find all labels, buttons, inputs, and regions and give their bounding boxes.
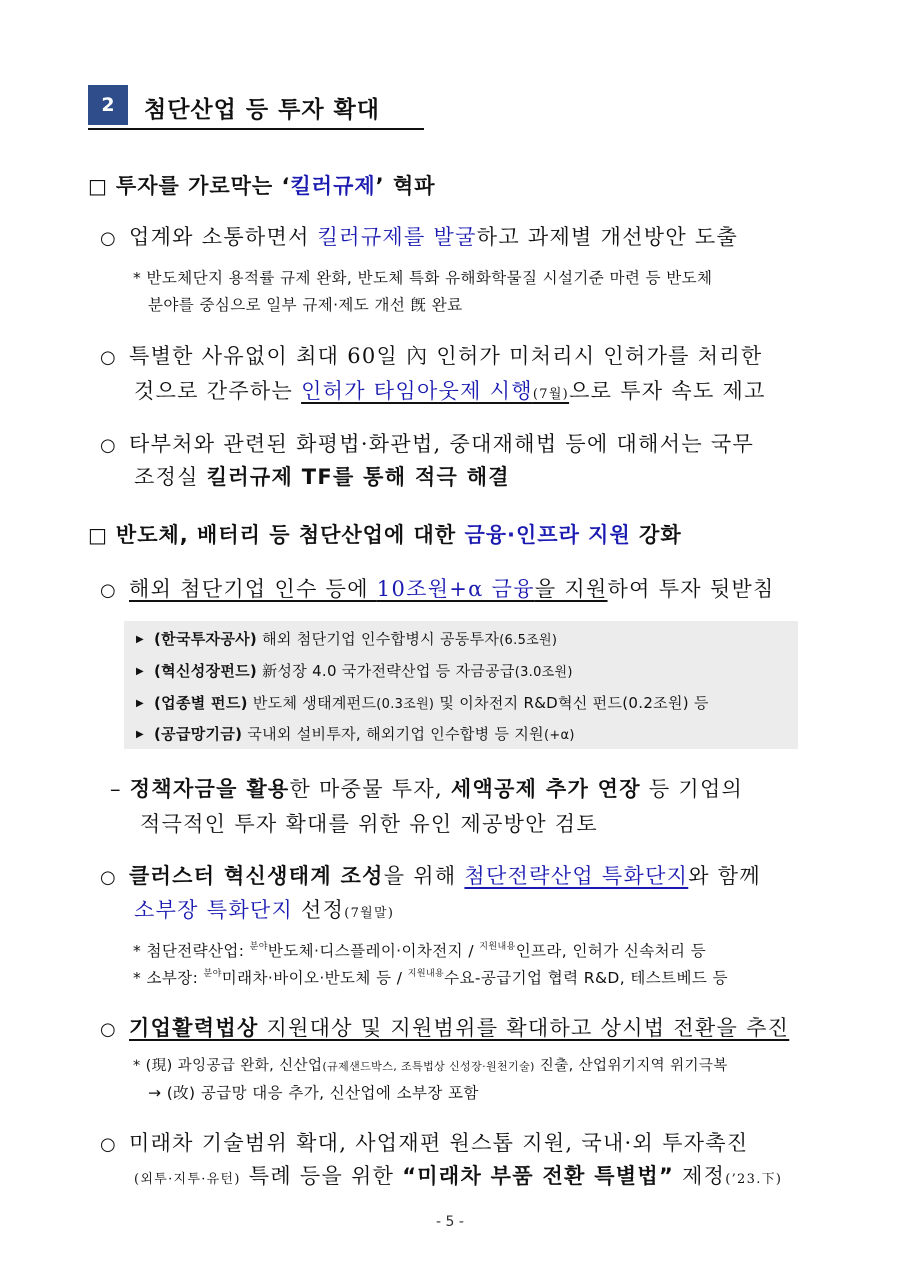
circle-bullet-icon: ○ [100,867,118,888]
bullet-cluster-line2: 소부장 특화단지 선정(7월말) [134,898,395,922]
bullet-timeout-line2: 것으로 간주하는 인허가 타임아웃제 시행(7월)으로 투자 속도 제고 [134,379,766,403]
section-title-underline [88,128,424,130]
dash-policy-fund-line2: 적극적인 투자 확대를 위한 유인 제공방안 검토 [140,812,598,836]
section-number: 2 [88,85,128,125]
note-cluster-sobujang: * 소부장: $^{분야}$미래차·바이오·반도체 등 / $^{지원내용}$수요-공급기업 협력 R&D, 테스트베드 등 [133,969,728,987]
circle-bullet-icon: ○ [100,435,118,456]
dash-policy-fund-line1: – 정책자금을 활용한 마중물 투자, 세액공제 추가 연장 등 기업의 [110,777,744,801]
circle-bullet-icon: ○ [100,228,118,249]
note-semiconductor-1: * 반도체단지 용적률 규제 완화, 반도체 특화 유해화학물질 시설기준 마련 등 반도체 [133,269,713,287]
subheading-finance-infra: □ 반도체, 배터리 등 첨단산업에 대한 금융·인프라 지원 강화 [88,523,682,547]
fund-row: ▶ (공급망기금) 국내외 설비투자, 해외기업 인수합병 등 지원(+α) [136,725,575,743]
circle-bullet-icon: ○ [100,347,118,368]
bullet-10trillion: ○ 해외 첨단기업 인수 등에 10조원+α 금융을 지원하여 투자 뒷받침 [100,577,775,601]
page-number: - 5 - [436,1214,464,1230]
bullet-future-car-line1: ○ 미래차 기술범위 확대, 사업재편 원스톱 지원, 국내·외 투자촉진 [100,1131,749,1155]
circle-bullet-icon: ○ [100,1134,118,1155]
circle-bullet-icon: ○ [100,580,118,601]
note-cluster-strategic: * 첨단전략산업: $^{분야}$반도체·디스플레이·이차전지 / $^{지원내용}$인프라, 인허가 신속처리 등 [133,942,707,960]
triangle-bullet-icon: ▶ [136,698,144,709]
square-bullet-icon: □ [88,174,108,198]
bullet-cluster-line1: ○ 클러스터 혁신생태계 조성을 위해 첨단전략산업 특화단지와 함께 [100,864,761,888]
note-semiconductor-2: 분야를 중심으로 일부 규제·제도 개선 旣 완료 [148,296,463,314]
fund-row: ▶ (업종별 펀드) 반도체 생태계펀드(0.3조원) 및 이차전지 R&D혁신 펀드(0.2조원) 등 [136,694,709,712]
note-vitality-current: * (現) 과잉공급 완화, 신산업(규제샌드박스, 조특법상 신성장·원천기술) 진출, 산업위기지역 위기극복 [133,1058,728,1074]
bullet-future-car-line2: (외투·지투·유턴) 특례 등을 위한 “미래차 부품 전환 특별법” 제정(’23.下) [134,1164,783,1188]
triangle-bullet-icon: ▶ [136,634,144,645]
bullet-timeout-line1: ○ 특별한 사유없이 최대 60일 內 인허가 미처리시 인허가를 처리한 [100,344,763,368]
bullet-tf-line1: ○ 타부처와 관련된 화평법·화관법, 중대재해법 등에 대해서는 국무 [100,432,755,456]
square-bullet-icon: □ [88,523,108,547]
bullet-vitality-act: ○ 기업활력법상 지원대상 및 지원범위를 확대하고 상시법 전환을 추진 [100,1016,790,1040]
bullet-tf-line2: 조정실 킬러규제 TF를 통해 적극 해결 [134,465,510,489]
triangle-bullet-icon: ▶ [136,666,144,677]
fund-row: ▶ (한국투자공사) 해외 첨단기업 인수합병시 공동투자(6.5조원) [136,630,558,648]
note-vitality-revised: → (改) 공급망 대응 추가, 신산업에 소부장 포함 [148,1084,479,1102]
section-title: 첨단산업 등 투자 확대 [144,97,380,123]
bullet-discover-regulation: ○ 업계와 소통하면서 킬러규제를 발굴하고 과제별 개선방안 도출 [100,225,739,249]
triangle-bullet-icon: ▶ [136,729,144,740]
circle-bullet-icon: ○ [100,1019,118,1040]
subheading-killer-regulation: □ 투자를 가로막는 ‘킬러규제’ 혁파 [88,174,436,198]
fund-row: ▶ (혁신성장펀드) 新성장 4.0 국가전략산업 등 자금공급(3.0조원) [136,662,573,680]
